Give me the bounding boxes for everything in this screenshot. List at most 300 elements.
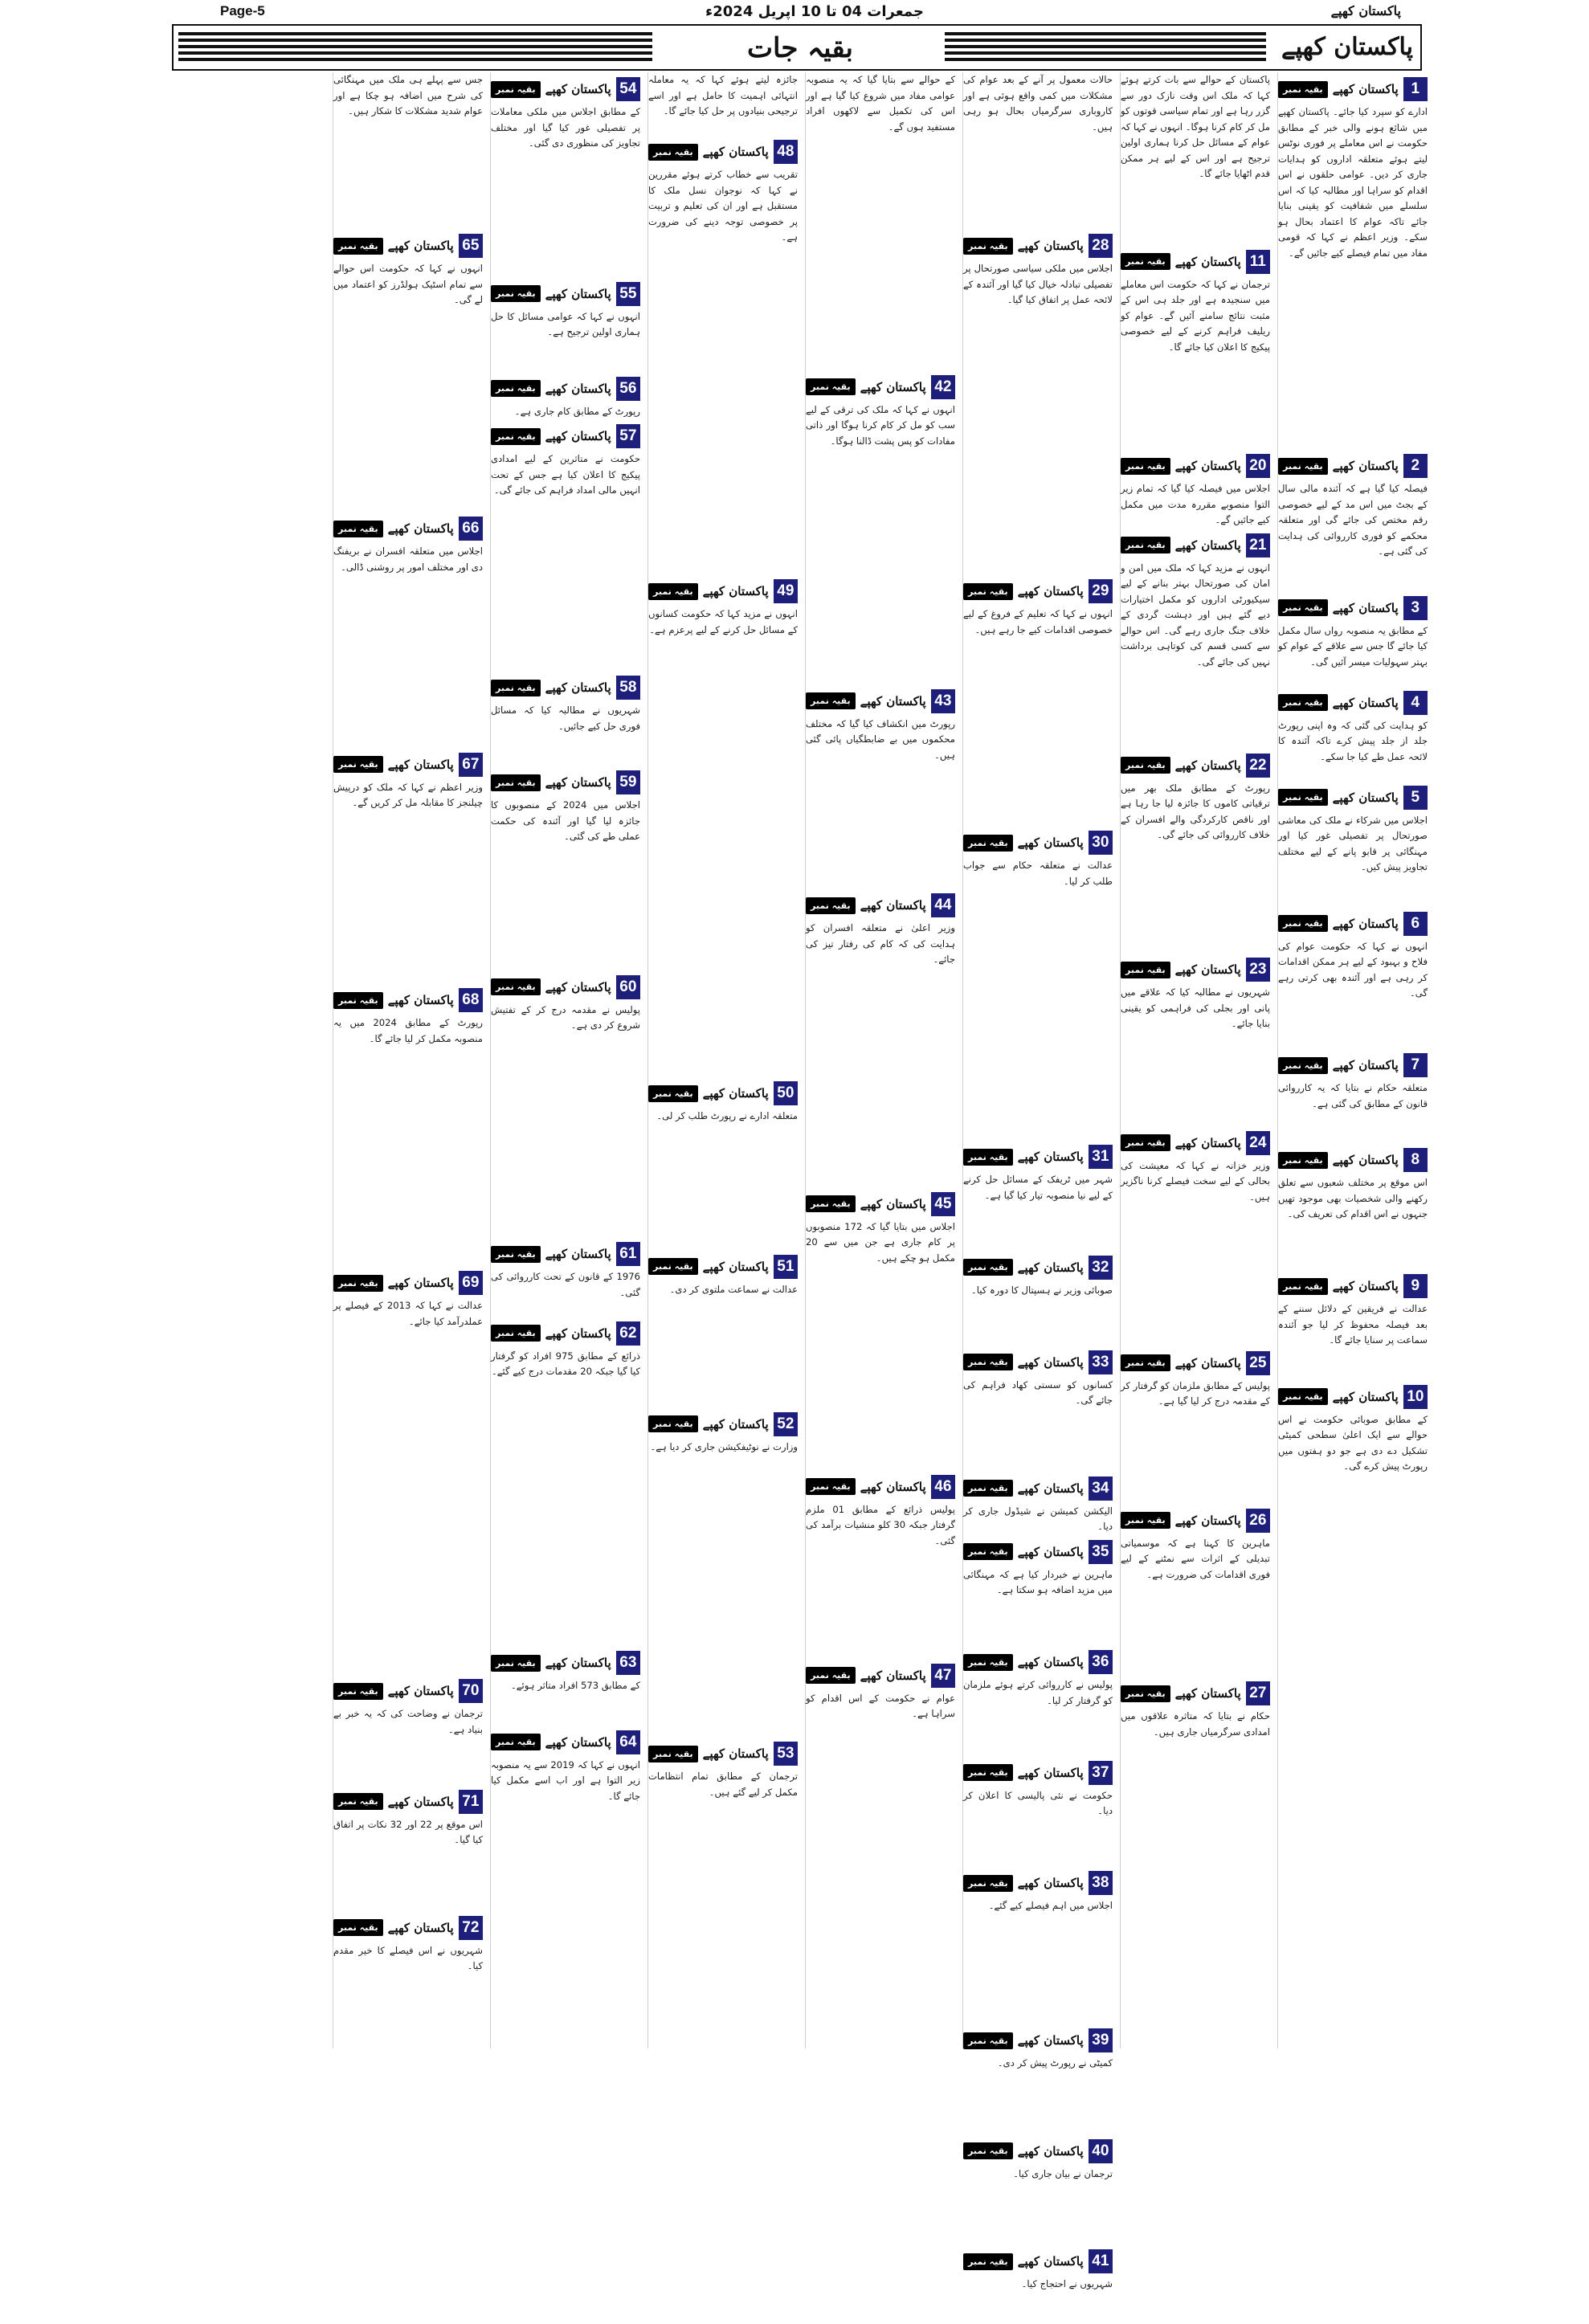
continuation-badge: بقیہ نمبر — [1278, 599, 1328, 616]
continued-story — [963, 1143, 1113, 1251]
story-body: شہریوں نے مطالبہ کیا کہ علاقے میں پانی اور بجلی کی فراہمی کو یقینی بنایا جائے۔ — [1121, 986, 1270, 1029]
story-number: 23 — [1246, 958, 1270, 982]
story-number: 60 — [616, 975, 640, 999]
continued-story — [491, 974, 640, 1238]
story-paper-name: پاکستان کھپے — [1017, 1481, 1084, 1496]
story-paper-name: پاکستان کھپے — [545, 82, 611, 96]
story-paper-name: پاکستان کھپے — [1174, 1513, 1241, 1528]
story-paper-name: پاکستان کھپے — [545, 1734, 611, 1750]
story-paper-name: پاکستان کھپے — [1332, 916, 1399, 931]
continuation-badge: بقیہ نمبر — [648, 1258, 698, 1275]
story-body: حالات معمول پر آنے کے بعد عوام کی مشکلات میں کمی واقع ہوئی ہے اور کاروباری سرگرمیاں بحال ہو رہی ہیں۔ — [963, 74, 1113, 133]
continued-story — [333, 1677, 483, 1785]
story-body: رپورٹ میں انکشاف کیا گیا کہ مختلف محکموں میں بے ضابطگیاں پائی گئی ہیں۔ — [806, 717, 955, 761]
story-body: انہوں نے مزید کہا کہ ملک میں امن و امان کی صورتحال بہتر بنانے کے لیے سیکیورٹی اداروں کو مکمل اختیارات دیے گئے ہیں اور دہشت گردی کے خلاف جنگ جاری رہے گی۔ اس حوالے سے کسی قسم کی کوتاہی برداشت نہیں کی جائے گی۔ — [1121, 562, 1270, 668]
story-number: 40 — [1089, 2139, 1113, 2163]
story-number: 43 — [931, 689, 955, 713]
continued-story — [333, 232, 483, 512]
story-body: الیکشن کمیشن نے شیڈول جاری کر دیا۔ — [963, 1505, 1113, 1532]
story-body: کے مطابق 573 افراد متاثر ہوئے۔ — [510, 1680, 640, 1691]
story-body: جائزہ لیتے ہوئے کہا کہ یہ معاملہ انتہائی اہمیت کا حامل ہے اور اسے ترجیحی بنیادوں پر حل کیا جائے گا۔ — [648, 74, 798, 116]
story-header — [491, 375, 640, 402]
continuation-badge: بقیہ نمبر — [963, 2253, 1013, 2270]
continued-story — [1121, 1129, 1270, 1346]
continuation-badge: بقیہ نمبر — [491, 380, 541, 397]
story-header — [963, 232, 1113, 259]
continued-story — [1121, 452, 1270, 529]
story-header — [1278, 784, 1428, 811]
story-paper-name: پاکستان کھپے — [545, 979, 611, 995]
story-number: 30 — [1089, 831, 1113, 855]
story-body: انہوں نے کہا کہ 2019 سے یہ منصوبہ زیر التوا ہے اور اب اسے مکمل کیا جائے گا۔ — [491, 1758, 641, 1802]
continued-story — [1121, 532, 1270, 749]
story-number: 67 — [459, 753, 483, 777]
story-header — [491, 1320, 640, 1347]
story-header — [333, 1788, 483, 1815]
story-number: 45 — [931, 1192, 955, 1216]
story-body: ذرائع کے مطابق 975 افراد کو گرفتار کیا گیا جبکہ 20 مقدمات درج کیے گئے۔ — [491, 1350, 640, 1377]
story-header — [648, 1253, 798, 1280]
story-body: پولیس نے کارروائی کرتے ہوئے ملزمان کو گرفتار کر لیا۔ — [963, 1679, 1113, 1706]
story-number: 55 — [616, 282, 640, 306]
decorative-stripes-right — [945, 32, 1266, 64]
continued-story — [1121, 956, 1270, 1126]
story-body: عوام نے حکومت کے اس اقدام کو سراہا ہے۔ — [806, 1692, 955, 1719]
story-paper-name: پاکستان کھپے — [545, 680, 611, 695]
story-header — [1121, 452, 1270, 480]
story-paper-name: پاکستان کھپے — [702, 1416, 769, 1432]
continuation-badge: بقیہ نمبر — [1278, 1278, 1328, 1295]
continued-story — [1278, 784, 1428, 907]
story-paper-name: پاکستان کھپے — [1017, 1354, 1084, 1370]
story-number: 68 — [459, 988, 483, 1012]
continuation-badge: بقیہ نمبر — [333, 992, 383, 1009]
story-paper-name: پاکستان کھپے — [1017, 2033, 1084, 2048]
story-number: 58 — [616, 676, 640, 700]
continuation-badge: بقیہ نمبر — [491, 680, 541, 696]
story-paper-name: پاکستان کھپے — [860, 1196, 926, 1211]
story-paper-name: پاکستان کھپے — [1332, 600, 1399, 615]
continuation-badge: بقیہ نمبر — [491, 978, 541, 995]
continuation-badge: بقیہ نمبر — [806, 1195, 856, 1212]
story-body: رپورٹ کے مطابق کام جاری ہے۔ — [514, 405, 640, 417]
story-body: کمیٹی نے رپورٹ پیش کر دی۔ — [997, 2057, 1113, 2069]
story-header — [963, 1538, 1113, 1566]
story-body: فیصلہ کیا گیا ہے کہ آئندہ مالی سال کے بجٹ میں اس مد کے لیے خصوصی رقم مختص کی جائے گی اور متعلقہ محکمے کو فوری کارروائی کی ہدایت کی گئی ہے۔ — [1278, 483, 1428, 557]
story-body: ادارے کو سپرد کیا جائے۔ پاکستان کھپے میں شائع ہونے والی خبر کے مطابق حکومت نے اس معاملے پر فوری نوٹس لیتے ہوئے متعلقہ اداروں کو ہدایات جاری کر دیں۔ عوامی حلقوں نے اس اقدام کو سراہا اور مطالبہ کیا کہ اس سلسلے میں شفافیت کو یقینی بنایا جائے تاکہ عوام کا اعتماد بحال ہو سکے۔ وزیر اعظم نے کہا کہ قومی مفاد میں تمام فیصلے کیے جائیں گے۔ — [1278, 106, 1428, 259]
story-number: 7 — [1403, 1053, 1428, 1077]
story-paper-name: پاکستان کھپے — [702, 1746, 769, 1761]
story-number: 20 — [1246, 454, 1270, 478]
continuation-badge: بقیہ نمبر — [491, 428, 541, 445]
story-header — [333, 1677, 483, 1705]
story-header — [1121, 1129, 1270, 1157]
story-paper-name: پاکستان کھپے — [860, 1479, 926, 1494]
story-header — [963, 1759, 1113, 1787]
continued-story — [806, 72, 955, 370]
continued-story — [1278, 1146, 1428, 1269]
continued-story — [333, 1914, 483, 1975]
story-number: 35 — [1089, 1540, 1113, 1564]
continuation-badge: بقیہ نمبر — [963, 1149, 1013, 1166]
story-number: 38 — [1089, 1871, 1113, 1895]
continuation-badge: بقیہ نمبر — [963, 1654, 1013, 1671]
continuation-badge: بقیہ نمبر — [1278, 81, 1328, 98]
continuation-badge: بقیہ نمبر — [963, 1875, 1013, 1892]
continuation-badge: بقیہ نمبر — [963, 2142, 1013, 2159]
story-number: 57 — [616, 424, 640, 448]
continuation-badge: بقیہ نمبر — [963, 1764, 1013, 1781]
news-column — [333, 72, 483, 2048]
story-number: 32 — [1089, 1256, 1113, 1280]
story-number: 39 — [1089, 2028, 1113, 2052]
continuation-badge: بقیہ نمبر — [333, 1683, 383, 1700]
story-number: 25 — [1246, 1351, 1270, 1375]
story-number: 53 — [774, 1742, 798, 1766]
story-body: اجلاس میں اہم فیصلے کیے گئے۔ — [988, 1900, 1113, 1911]
story-number: 66 — [459, 517, 483, 541]
story-paper-name: پاکستان کھپے — [1017, 239, 1084, 253]
story-paper-name: پاکستان کھپے — [387, 521, 454, 536]
continued-story — [1121, 752, 1270, 954]
story-header — [806, 1191, 955, 1218]
continued-story — [1278, 1383, 1428, 1506]
date-line: جمعرات 04 تا 10 اپریل 2024ء — [705, 3, 924, 20]
story-header — [963, 1475, 1113, 1502]
continuation-badge: بقیہ نمبر — [1121, 537, 1170, 553]
continuation-badge: بقیہ نمبر — [806, 692, 856, 709]
story-number: 47 — [931, 1664, 955, 1688]
story-number: 42 — [931, 375, 955, 399]
story-number: 21 — [1246, 533, 1270, 558]
story-header — [963, 578, 1113, 605]
story-number: 8 — [1403, 1148, 1428, 1172]
story-paper-name: پاکستان کھپے — [545, 1656, 611, 1670]
story-header — [1121, 1507, 1270, 1534]
story-header — [1121, 752, 1270, 779]
story-body: وزیر اعلیٰ نے متعلقہ افسران کو ہدایت کی کہ کام کی رفتار تیز کی جائے۔ — [806, 922, 955, 965]
story-body: اجلاس میں فیصلہ کیا گیا کہ تمام زیر التوا منصوبے مقررہ مدت میں مکمل کیے جائیں گے۔ — [1121, 483, 1270, 525]
story-number: 29 — [1089, 579, 1113, 603]
story-paper-name: پاکستان کھپے — [387, 1276, 454, 1290]
columns-area — [169, 72, 1428, 2289]
story-body: وزیر خزانہ نے کہا کہ معیشت کی بحالی کے لیے سخت فیصلے کرنا ناگزیر ہیں۔ — [1121, 1159, 1270, 1203]
continued-story — [648, 72, 798, 135]
story-header — [491, 674, 640, 701]
continued-story — [491, 1240, 640, 1317]
story-paper-name: پاکستان کھپے — [702, 1259, 769, 1274]
news-column — [805, 72, 955, 2048]
story-number: 51 — [774, 1255, 798, 1279]
story-body: وزارت نے نوٹیفکیشن جاری کر دیا ہے۔ — [650, 1440, 798, 1452]
story-paper-name: پاکستان کھپے — [1017, 835, 1084, 850]
story-number: 36 — [1089, 1650, 1113, 1674]
continued-story — [333, 986, 483, 1266]
story-header — [491, 1649, 640, 1677]
news-column — [962, 72, 1113, 2289]
story-paper-name: پاکستان کھپے — [1017, 1260, 1084, 1275]
continuation-badge: بقیہ نمبر — [963, 1354, 1013, 1370]
continued-story — [491, 1649, 640, 1726]
continuation-badge: بقیہ نمبر — [806, 1667, 856, 1684]
story-body: کے مطابق اجلاس میں ملکی معاملات پر تفصیلی غور کیا گیا اور مختلف تجاویز کی منظوری دی گئی۔ — [491, 106, 640, 149]
story-number: 3 — [1403, 596, 1428, 620]
continuation-badge: بقیہ نمبر — [1121, 458, 1170, 475]
story-paper-name: پاکستان کھپے — [387, 993, 454, 1007]
story-number: 41 — [1089, 2249, 1113, 2273]
story-paper-name: پاکستان کھپے — [1017, 1655, 1084, 1669]
story-body: حکومت نے متاثرین کے لیے امدادی پیکیج کا اعلان کیا ہے جس کے تحت انہیں مالی امداد فراہم کی جائے گی۔ — [491, 453, 640, 496]
continuation-badge: بقیہ نمبر — [491, 285, 541, 302]
story-number: 65 — [459, 234, 483, 258]
continued-story — [963, 72, 1113, 229]
story-body: حکومت نے نئی پالیسی کا اعلان کر دیا۔ — [963, 1789, 1113, 1816]
story-paper-name: پاکستان کھپے — [1332, 1279, 1399, 1293]
continuation-badge: بقیہ نمبر — [963, 238, 1013, 255]
continuation-badge: بقیہ نمبر — [333, 1275, 383, 1292]
story-header — [648, 1411, 798, 1438]
story-paper-name: پاکستان کھپے — [1332, 790, 1399, 805]
story-body: حکام نے بتایا کہ متاثرہ علاقوں میں امدادی سرگرمیاں جاری ہیں۔ — [1121, 1710, 1270, 1738]
story-header — [491, 280, 640, 308]
story-paper-name: پاکستان کھپے — [545, 429, 611, 443]
continued-story — [333, 1788, 483, 1911]
page-number: Page-5 — [220, 3, 265, 18]
story-paper-name: پاکستان کھپے — [545, 286, 611, 301]
story-paper-name: پاکستان کھپے — [387, 1920, 454, 1935]
continuation-badge: بقیہ نمبر — [491, 774, 541, 791]
story-paper-name: پاکستان کھپے — [860, 1668, 926, 1683]
story-number: 54 — [616, 77, 640, 101]
story-body: متعلقہ ادارے نے رپورٹ طلب کر لی۔ — [656, 1110, 798, 1121]
continuation-badge: بقیہ نمبر — [1278, 1388, 1328, 1405]
story-number: 34 — [1089, 1476, 1113, 1501]
continuation-badge: بقیہ نمبر — [1278, 458, 1328, 475]
story-number: 28 — [1089, 234, 1113, 258]
story-header — [333, 751, 483, 778]
story-number: 9 — [1403, 1274, 1428, 1298]
story-paper-name: پاکستان کھپے — [387, 239, 454, 253]
continued-story — [963, 2138, 1113, 2245]
story-paper-name: پاکستان کھپے — [1174, 459, 1241, 473]
continued-story — [963, 1475, 1113, 1535]
top-bar — [180, 3, 1417, 21]
story-header — [1278, 76, 1428, 103]
story-body: شہریوں نے مطالبہ کیا کہ مسائل فوری حل کیے جائیں۔ — [491, 705, 640, 732]
continued-story — [648, 1411, 798, 1738]
story-header — [648, 578, 798, 605]
story-body: ترجمان کے مطابق تمام انتظامات مکمل کر لیے گئے ہیں۔ — [648, 1771, 798, 1798]
continuation-badge: بقیہ نمبر — [963, 835, 1013, 852]
story-number: 37 — [1089, 1761, 1113, 1785]
story-paper-name: پاکستان کھپے — [1174, 962, 1241, 977]
story-header — [806, 1473, 955, 1501]
story-header — [333, 1269, 483, 1297]
story-number: 62 — [616, 1321, 640, 1346]
story-header — [1278, 452, 1428, 480]
story-body: صوبائی وزیر نے ہسپتال کا دورہ کیا۔ — [970, 1284, 1113, 1296]
story-body: کے حوالے سے بتایا گیا کہ یہ منصوبہ عوامی مفاد میں شروع کیا گیا ہے اور اس کی تکمیل سے لاکھوں افراد مستفید ہوں گے۔ — [806, 74, 955, 133]
continued-story — [963, 1648, 1113, 1756]
story-paper-name: پاکستان کھپے — [1017, 584, 1084, 598]
story-body: ماہرین نے خبردار کیا ہے کہ مہنگائی میں مزید اضافہ ہو سکتا ہے۔ — [963, 1568, 1113, 1595]
story-header — [1278, 1383, 1428, 1411]
continued-story — [491, 1729, 640, 2102]
story-body: عدالت نے متعلقہ حکام سے جواب طلب کر لیا۔ — [963, 860, 1113, 887]
continuation-badge: بقیہ نمبر — [648, 144, 698, 161]
continued-story — [806, 892, 955, 1187]
story-body: عدالت نے سماعت ملتوی کر دی۔ — [669, 1283, 798, 1295]
continuation-badge: بقیہ نمبر — [963, 1543, 1013, 1560]
story-header — [1121, 248, 1270, 276]
story-header — [1278, 1052, 1428, 1079]
story-number: 33 — [1089, 1350, 1113, 1374]
story-number: 72 — [459, 1916, 483, 1940]
continued-story — [648, 578, 798, 1076]
story-body: متعلقہ حکام نے بتایا کہ یہ کارروائی قانون کے مطابق کی گئی ہے۔ — [1278, 1082, 1428, 1109]
story-header — [963, 1648, 1113, 1676]
continued-story — [1278, 689, 1428, 781]
continued-story — [806, 1662, 955, 1785]
continued-story — [806, 1191, 955, 1470]
news-column — [1120, 72, 1270, 2048]
continued-story — [1121, 1680, 1270, 1834]
story-body: اجلاس میں 2024 کے منصوبوں کا جائزہ لیا گیا اور آئندہ کی حکمت عملی طے کی گئی۔ — [491, 799, 640, 842]
story-body: انہوں نے کہا کہ ملک کی ترقی کے لیے سب کو مل کر کام کرنا ہوگا اور ذاتی مفادات کو پس پشت ڈالنا ہوگا۔ — [806, 403, 955, 447]
continuation-badge: بقیہ نمبر — [333, 238, 383, 255]
story-paper-name: پاکستان کھپے — [1017, 1150, 1084, 1164]
continued-story — [806, 688, 955, 889]
story-header — [333, 515, 483, 542]
story-paper-name: پاکستان کھپے — [1174, 1135, 1241, 1150]
story-body: ترجمان نے کہا کہ حکومت اس معاملے میں سنجیدہ ہے اور جلد ہی اس کے مثبت نتائج سامنے آئیں گے۔ عوام کو ریلیف فراہم کرنے کے لیے خصوصی پیکیج کا اعلان کیا جائے گا۔ — [1121, 278, 1270, 353]
story-header — [491, 769, 640, 796]
continuation-badge: بقیہ نمبر — [806, 378, 856, 395]
story-header — [491, 76, 640, 103]
story-paper-name: پاکستان کھپے — [702, 1086, 769, 1101]
story-paper-name: پاکستان کھپے — [860, 898, 926, 913]
story-body: کو ہدایت کی گئی کہ وہ اپنی رپورٹ جلد از جلد پیش کرے تاکہ آئندہ کا لائحہ عمل طے کیا جا سکے۔ — [1278, 719, 1428, 762]
continued-story — [491, 769, 640, 970]
story-body: پولیس نے مقدمہ درج کر کے تفتیش شروع کر دی ہے۔ — [491, 1003, 640, 1031]
continued-story — [648, 1080, 798, 1250]
story-header — [806, 892, 955, 919]
masthead-logo: پاکستان کھپے — [1281, 33, 1413, 61]
continuation-badge: بقیہ نمبر — [333, 756, 383, 773]
story-body: اجلاس میں ملکی سیاسی صورتحال پر تفصیلی تبادلہ خیال کیا گیا اور آئندہ کے لائحہ عمل پر اتفاق کیا گیا۔ — [963, 263, 1113, 305]
continued-story — [806, 374, 955, 684]
continuation-badge: بقیہ نمبر — [1121, 1354, 1170, 1371]
continued-story — [963, 232, 1113, 574]
continuation-badge: بقیہ نمبر — [963, 1259, 1013, 1276]
story-header — [648, 1080, 798, 1107]
continued-story — [333, 72, 483, 229]
story-body: پولیس ذرائع کے مطابق 01 ملزم گرفتار جبکہ 30 کلو منشیات برآمد کی گئی۔ — [806, 1503, 955, 1546]
story-paper-name: پاکستان کھپے — [1174, 537, 1241, 553]
decorative-stripes-left — [178, 32, 652, 64]
story-paper-name: پاکستان کھپے — [1332, 695, 1399, 710]
story-header — [806, 1662, 955, 1689]
story-number: 56 — [616, 377, 640, 401]
story-body: تقریب سے خطاب کرتے ہوئے مقررین نے کہا کہ نوجوان نسل ملک کا مستقبل ہے اور ان کی تعلیم و تربیت پر خصوصی توجہ دینے کی ضرورت ہے۔ — [648, 169, 798, 243]
continued-story — [491, 674, 640, 766]
continued-story — [491, 280, 640, 372]
story-header — [963, 1254, 1113, 1281]
story-body: جس سے پہلے ہی ملک میں مہنگائی کی شرح میں اضافہ ہو چکا ہے اور عوام شدید مشکلات کا شکار ہیں۔ — [333, 74, 483, 116]
continued-story — [648, 1740, 798, 2145]
continuation-badge: بقیہ نمبر — [491, 81, 541, 98]
story-header — [648, 138, 798, 165]
story-paper-name: پاکستان کھپے — [1332, 82, 1399, 96]
story-body: رپورٹ کے مطابق 2024 میں یہ منصوبہ مکمل کر لیا جائے گا۔ — [333, 1017, 483, 1044]
story-number: 24 — [1246, 1131, 1270, 1155]
continued-story — [806, 1473, 955, 1659]
story-body: شہریوں نے احتجاج کیا۔ — [1021, 2278, 1113, 2289]
continuation-badge: بقیہ نمبر — [1121, 253, 1170, 270]
story-paper-name: پاکستان کھپے — [1174, 1686, 1241, 1701]
story-paper-name: پاکستان کھپے — [1174, 254, 1241, 269]
story-header — [333, 1914, 483, 1942]
story-number: 46 — [931, 1475, 955, 1499]
continued-story — [1278, 910, 1428, 1049]
continued-story — [491, 76, 640, 277]
story-paper-name: پاکستان کھپے — [1017, 2143, 1084, 2159]
continued-story — [963, 1759, 1113, 1867]
story-paper-name: پاکستان کھپے — [702, 145, 769, 159]
story-number: 2 — [1403, 454, 1428, 478]
story-header — [491, 1729, 640, 1756]
story-paper-name: پاکستان کھپے — [545, 381, 611, 396]
continuation-badge: بقیہ نمبر — [491, 1734, 541, 1750]
story-number: 52 — [774, 1412, 798, 1436]
continued-story — [333, 751, 483, 984]
story-header — [491, 974, 640, 1001]
story-header — [963, 829, 1113, 856]
section-header — [172, 24, 1422, 71]
continuation-badge: بقیہ نمبر — [1278, 915, 1328, 932]
continued-story — [491, 1320, 640, 1647]
continuation-badge: بقیہ نمبر — [648, 1085, 698, 1102]
continued-story — [963, 2027, 1113, 2134]
story-number: 1 — [1403, 77, 1428, 101]
continuation-badge: بقیہ نمبر — [963, 1480, 1013, 1497]
continued-story — [963, 1254, 1113, 1346]
story-number: 61 — [616, 1242, 640, 1266]
story-header — [491, 423, 640, 450]
story-header — [1121, 532, 1270, 559]
story-paper-name: پاکستان کھپے — [545, 775, 611, 790]
story-number: 5 — [1403, 786, 1428, 810]
story-paper-name: پاکستان کھپے — [1017, 2254, 1084, 2269]
news-column — [1277, 72, 1428, 2048]
story-number: 49 — [774, 579, 798, 603]
continued-story — [963, 578, 1113, 826]
story-header — [1278, 910, 1428, 937]
story-header — [491, 1240, 640, 1268]
story-number: 44 — [931, 893, 955, 917]
story-header — [1121, 1680, 1270, 1707]
story-body: کسانوں کو سستی کھاد فراہم کی جائے گی۔ — [963, 1378, 1113, 1406]
story-body: رپورٹ کے مطابق ملک بھر میں ترقیاتی کاموں کا جائزہ لیا جا رہا ہے اور ناقص کارکردگی والے افسران کے خلاف کارروائی کی جائے گی۔ — [1121, 782, 1270, 840]
story-body: عدالت نے فریقین کے دلائل سننے کے بعد فیصلہ محفوظ کر لیا جو آئندہ سماعت پر سنایا جائے گا۔ — [1278, 1303, 1428, 1346]
story-paper-name: پاکستان کھپے — [1332, 1153, 1399, 1167]
story-header — [1278, 689, 1428, 717]
section-title: بقیہ جات — [746, 32, 854, 64]
story-header — [806, 374, 955, 401]
continuation-badge: بقیہ نمبر — [1278, 1057, 1328, 1074]
story-paper-name: پاکستان کھپے — [387, 1794, 454, 1809]
story-number: 31 — [1089, 1145, 1113, 1169]
